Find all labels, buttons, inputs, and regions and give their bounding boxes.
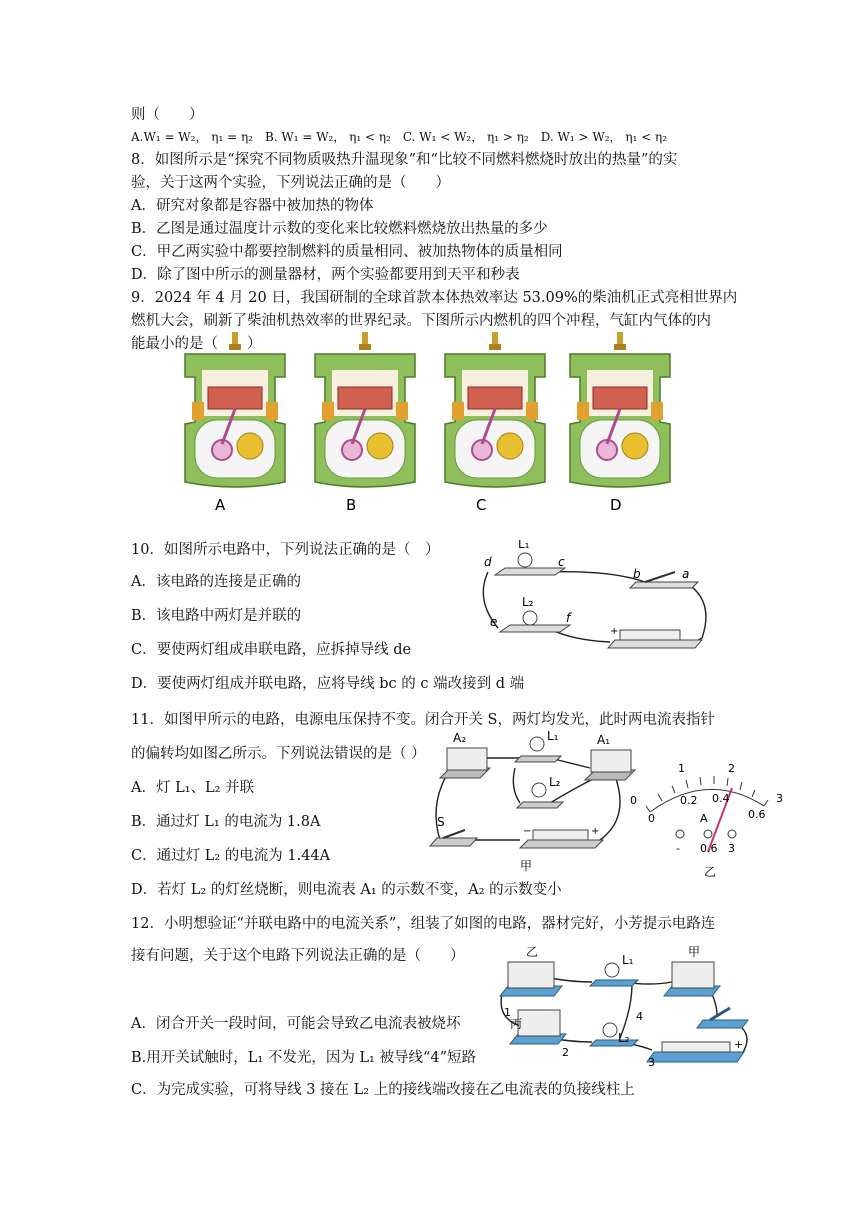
svg-text:2: 2: [728, 762, 735, 775]
q8-stem-line2: 验，关于这两个实验，下列说法正确的是（ ）: [131, 175, 450, 191]
meter-terminal-3-icon: [728, 830, 736, 838]
q11-option-d: D．若灯 L₂ 的灯丝烧断，则电流表 A₁ 的示数不变，A₂ 的示数变小: [131, 882, 562, 898]
svg-text:+: +: [734, 1038, 744, 1051]
engine-stroke-b-icon: [315, 332, 415, 487]
q7-continuation: 则（ ）: [131, 107, 204, 123]
q12-stem-line1: 12．小明想验证“并联电路中的电流关系”，组装了如图的电路，器材完好，小芳提示电路连: [131, 916, 716, 932]
ammeter-a1-icon: [591, 750, 631, 772]
svg-text:L₁: L₁: [518, 540, 530, 551]
svg-text:L₂: L₂: [522, 595, 534, 609]
engine-label-c: C: [476, 496, 487, 514]
q10-option-b: B．该电路中两灯是并联的: [131, 608, 302, 624]
q12-option-c: C．为完成实验，可将导线 3 接在 L₂ 上的接线端改接在乙电流表的负接线柱上: [131, 1082, 635, 1098]
q7-options: A.W₁ = W₂， η₁ = η₂ B. W₁ = W₂， η₁ < η₂ C. W₁ < W₂， η₁ > η₂ D. W₁ > W₂， η₁ < η₂: [131, 130, 668, 144]
battery-icon: [520, 840, 603, 848]
svg-text:1: 1: [504, 1006, 511, 1019]
lamp-l2-icon: [603, 1023, 617, 1037]
q10-option-a: A．该电路的连接是正确的: [131, 574, 301, 590]
svg-text:1: 1: [678, 762, 685, 775]
svg-text:乙: 乙: [704, 865, 717, 879]
q8-option-b: B．乙图是通过温度计示数的变化来比较燃料燃烧放出热量的多少: [131, 221, 548, 237]
svg-text:S: S: [437, 815, 445, 829]
lamp-l1-icon: [530, 737, 544, 751]
svg-text:L₁: L₁: [622, 953, 634, 967]
q9-stem-line1: 9．2024 年 4 月 20 日，我国研制的全球首款本体热效率达 53.09%的柴油机正式亮相世界内: [131, 290, 738, 306]
svg-text:A₂: A₂: [453, 731, 467, 745]
q12-option-a: A．闭合开关一段时间，可能会导致乙电流表被烧坏: [131, 1016, 461, 1032]
meter-terminal-minus-icon: [676, 830, 684, 838]
svg-text:0.4: 0.4: [712, 792, 730, 805]
svg-text:3: 3: [776, 792, 783, 805]
q10-option-d: D．要使两灯组成并联电路，应将导线 bc 的 c 端改接到 d 端: [131, 676, 525, 692]
svg-text:L₂: L₂: [618, 1031, 630, 1045]
engine-strokes-figure: [170, 332, 690, 522]
q12-stem-line2: 接有问题，关于这个电路下列说法正确的是（ ）: [131, 948, 465, 964]
q8-option-c: C．甲乙两实验中都要控制燃料的质量相同、被加热物体的质量相同: [131, 244, 563, 260]
q11-stem-line1: 11．如图甲所示的电路，电源电压保持不变。闭合开关 S，两灯均发光，此时两电流表指针: [131, 712, 715, 728]
svg-text:e: e: [490, 615, 498, 629]
engine-label-b: B: [346, 496, 357, 514]
q9-stem-line3: 能最小的是（ ）: [131, 336, 262, 352]
lamp-l1-icon: [605, 963, 619, 977]
ammeter-a2-icon: [447, 748, 487, 770]
svg-text:甲: 甲: [688, 945, 701, 959]
q12-option-b: B.用开关试触时，L₁ 不发光，因为 L₁ 被导线“4”短路: [131, 1050, 477, 1066]
svg-text:+: +: [610, 626, 619, 637]
svg-text:0.6: 0.6: [748, 808, 766, 821]
ammeter-jia-icon: [672, 962, 714, 988]
svg-text:丙: 丙: [510, 1017, 523, 1031]
ammeter-bing-icon: [518, 1010, 560, 1036]
meter-terminal-06-icon: [704, 830, 712, 838]
svg-text:A₁: A₁: [597, 733, 611, 747]
svg-text:L₂: L₂: [549, 775, 561, 789]
q8-option-d: D．除了图中所示的测量器材，两个实验都要用到天平和秒表: [131, 267, 520, 283]
engine-stroke-a-icon: [185, 332, 285, 487]
switch-icon: [697, 1020, 748, 1028]
lamp-l1-icon: [518, 553, 532, 567]
svg-text:3: 3: [728, 842, 735, 855]
q10-circuit-figure: [470, 540, 720, 658]
svg-text:a: a: [682, 567, 690, 581]
lamp-l2-icon: [532, 783, 546, 797]
svg-text:L₁: L₁: [547, 729, 559, 743]
engine-label-a: A: [215, 496, 226, 514]
svg-text:d: d: [484, 555, 492, 569]
q11-stem-line2: 的偏转均如图乙所示。下列说法错误的是（ ）: [131, 746, 426, 762]
svg-text:0.6: 0.6: [700, 842, 718, 855]
svg-text:2: 2: [562, 1046, 569, 1059]
q11-option-b: B．通过灯 L₁ 的电流为 1.8A: [131, 814, 321, 830]
svg-text:0: 0: [648, 812, 655, 825]
svg-text:A: A: [700, 812, 708, 825]
svg-text:0.2: 0.2: [680, 794, 698, 807]
svg-text:c: c: [558, 555, 565, 569]
q11-option-a: A．灯 L₁、L₂ 并联: [131, 780, 255, 796]
svg-text:−: −: [523, 826, 532, 837]
ammeter-yi-icon: [508, 962, 554, 988]
svg-text:4: 4: [636, 1010, 643, 1023]
q12-circuit-figure: [492, 938, 754, 1068]
q11-circuit-figure-jia: [425, 728, 640, 876]
svg-text:甲: 甲: [520, 859, 533, 873]
switch-icon: [430, 838, 477, 846]
q8-option-a: A．研究对象都是容器中被加热的物体: [131, 198, 374, 214]
svg-text:+: +: [591, 826, 600, 837]
svg-text:b: b: [633, 567, 641, 581]
svg-text:-: -: [676, 842, 680, 855]
engine-label-d: D: [610, 496, 622, 514]
svg-text:3: 3: [648, 1056, 655, 1068]
q8-stem-line1: 8．如图所示是“探究不同物质吸热升温现象”和“比较不同燃料燃烧时放出的热量”的实: [131, 152, 678, 168]
battery-icon: [647, 1052, 744, 1062]
battery-icon: [608, 640, 702, 648]
svg-text:0: 0: [630, 794, 637, 807]
q9-stem-line2: 燃机大会，刷新了柴油机热效率的世界纪录。下图所示内燃机的四个冲程，气缸内气体的内: [131, 313, 711, 329]
switch-icon: [630, 582, 698, 588]
svg-text:f: f: [566, 611, 571, 625]
engine-stroke-c-icon: [445, 332, 545, 487]
q10-stem: 10．如图所示电路中，下列说法正确的是（ ）: [131, 542, 440, 558]
svg-text:乙: 乙: [526, 945, 539, 959]
lamp-l2-icon: [523, 611, 537, 625]
q10-option-c: C．要使两灯组成串联电路，应拆掉导线 de: [131, 642, 412, 658]
q11-option-c: C．通过灯 L₂ 的电流为 1.44A: [131, 848, 331, 864]
engine-stroke-d-icon: [570, 332, 670, 487]
q11-ammeter-dial-yi: [628, 760, 793, 880]
